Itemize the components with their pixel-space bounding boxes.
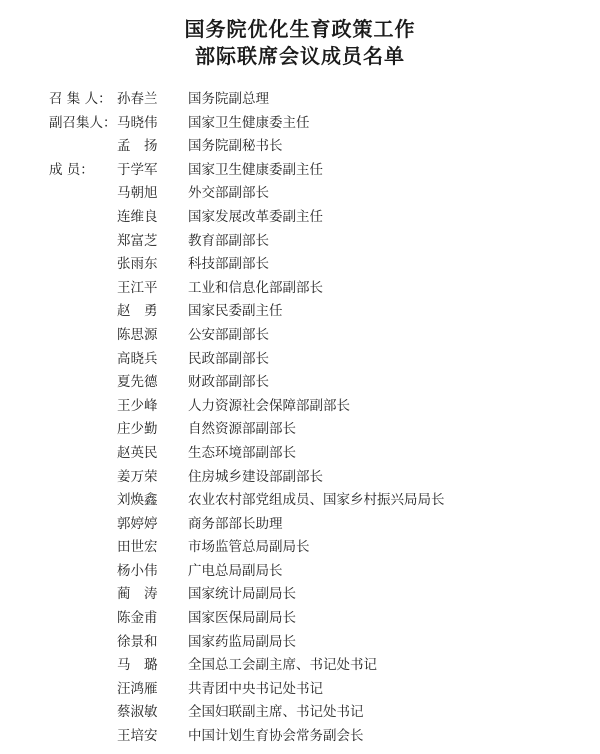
- role-label: 召 集 人：: [49, 91, 112, 107]
- person-name: 郭婷婷: [117, 515, 158, 532]
- member-row: [0, 701, 600, 725]
- person-title: 外交部副部长: [188, 185, 269, 202]
- person-name: 郑富芝: [117, 232, 158, 249]
- person-title: 财政部副部长: [188, 374, 269, 391]
- role-label: 成 员：: [49, 161, 94, 178]
- person-title: 全国妇联副主席、书记处书记: [188, 704, 364, 721]
- member-row: [0, 159, 600, 183]
- person-title: 市场监管总局副局长: [188, 539, 310, 556]
- person-name: 马 璐: [117, 657, 158, 674]
- person-name: 汪鸿雁: [117, 680, 158, 697]
- member-row: [0, 371, 600, 395]
- person-title: 国务院副总理: [188, 91, 269, 107]
- member-row: [0, 466, 600, 490]
- member-row: [0, 583, 600, 607]
- member-row: [0, 206, 600, 230]
- person-title: 生态环境部副部长: [188, 444, 296, 461]
- member-row: [0, 88, 600, 112]
- person-title: 国家统计局副局长: [188, 586, 296, 603]
- member-row: [0, 418, 600, 442]
- person-name: 王少峰: [117, 397, 158, 414]
- person-title: 住房城乡建设部副部长: [188, 468, 323, 485]
- person-name: 庄少勤: [117, 421, 158, 438]
- person-name: 高晓兵: [117, 350, 158, 367]
- person-name: 连维良: [117, 208, 158, 225]
- person-name: 马朝旭: [117, 185, 158, 202]
- member-row: [0, 348, 600, 372]
- person-title: 广电总局副局长: [188, 562, 283, 579]
- member-row: [0, 230, 600, 254]
- person-name: 陈思源: [117, 326, 158, 343]
- person-title: 国家卫生健康委副主任: [188, 161, 323, 178]
- person-title: 公安部副部长: [188, 326, 269, 343]
- person-name: 赵 勇: [117, 303, 158, 320]
- person-name: 蔡淑敏: [117, 704, 158, 721]
- member-list: [0, 88, 600, 749]
- person-name: 王培安: [117, 728, 158, 745]
- member-row: [0, 253, 600, 277]
- person-name: 徐景和: [117, 633, 158, 650]
- person-name: 刘焕鑫: [117, 492, 158, 509]
- person-name: 张雨东: [117, 256, 158, 273]
- person-title: 农业农村部党组成员、国家乡村振兴局局长: [188, 492, 445, 509]
- person-title: 国家卫生健康委主任: [188, 114, 310, 131]
- member-row: [0, 654, 600, 678]
- person-name: 于学军: [117, 161, 158, 178]
- person-title: 中国计划生育协会常务副会长: [188, 728, 364, 745]
- person-title: 商务部部长助理: [188, 515, 283, 532]
- member-row: [0, 560, 600, 584]
- person-name: 孙春兰: [117, 91, 158, 107]
- title-line-2: 部际联席会议成员名单: [195, 44, 405, 68]
- member-row: [0, 631, 600, 655]
- person-name: 姜万荣: [117, 468, 158, 485]
- member-row: [0, 489, 600, 513]
- person-title: 人力资源社会保障部副部长: [188, 397, 350, 414]
- member-row: [0, 112, 600, 136]
- person-name: 王江平: [117, 279, 158, 296]
- person-title: 科技部副部长: [188, 256, 269, 273]
- person-title: 国家药监局副局长: [188, 633, 296, 650]
- person-title: 民政部副部长: [188, 350, 269, 367]
- person-name: 陈金甫: [117, 610, 158, 627]
- person-name: 蔺 涛: [117, 586, 158, 603]
- person-title: 自然资源部副部长: [188, 421, 296, 438]
- member-row: [0, 513, 600, 537]
- member-row: [0, 678, 600, 702]
- person-title: 工业和信息化部副部长: [188, 279, 323, 296]
- member-row: [0, 536, 600, 560]
- person-name: 孟 扬: [117, 138, 158, 155]
- person-title: 国家民委副主任: [188, 303, 283, 320]
- person-title: 教育部副部长: [188, 232, 269, 249]
- member-row: [0, 324, 600, 348]
- member-row: [0, 277, 600, 301]
- title-line-1: 国务院优化生育政策工作: [184, 17, 416, 41]
- person-name: 杨小伟: [117, 562, 158, 579]
- person-title: 国家发展改革委副主任: [188, 208, 323, 225]
- person-name: 赵英民: [117, 444, 158, 461]
- member-row: [0, 607, 600, 631]
- person-name: 马晓伟: [117, 114, 158, 131]
- person-title: 国务院副秘书长: [188, 138, 283, 155]
- person-title: 全国总工会副主席、书记处书记: [188, 657, 377, 674]
- member-row: [0, 395, 600, 419]
- member-row: [0, 135, 600, 159]
- person-name: 夏先德: [117, 374, 158, 391]
- role-label: 副召集人：: [49, 114, 117, 131]
- member-row: [0, 182, 600, 206]
- person-name: 田世宏: [117, 539, 158, 556]
- member-row: [0, 300, 600, 324]
- person-title: 共青团中央书记处书记: [188, 680, 323, 697]
- member-row: [0, 725, 600, 749]
- member-row: [0, 442, 600, 466]
- person-title: 国家医保局副局长: [188, 610, 296, 627]
